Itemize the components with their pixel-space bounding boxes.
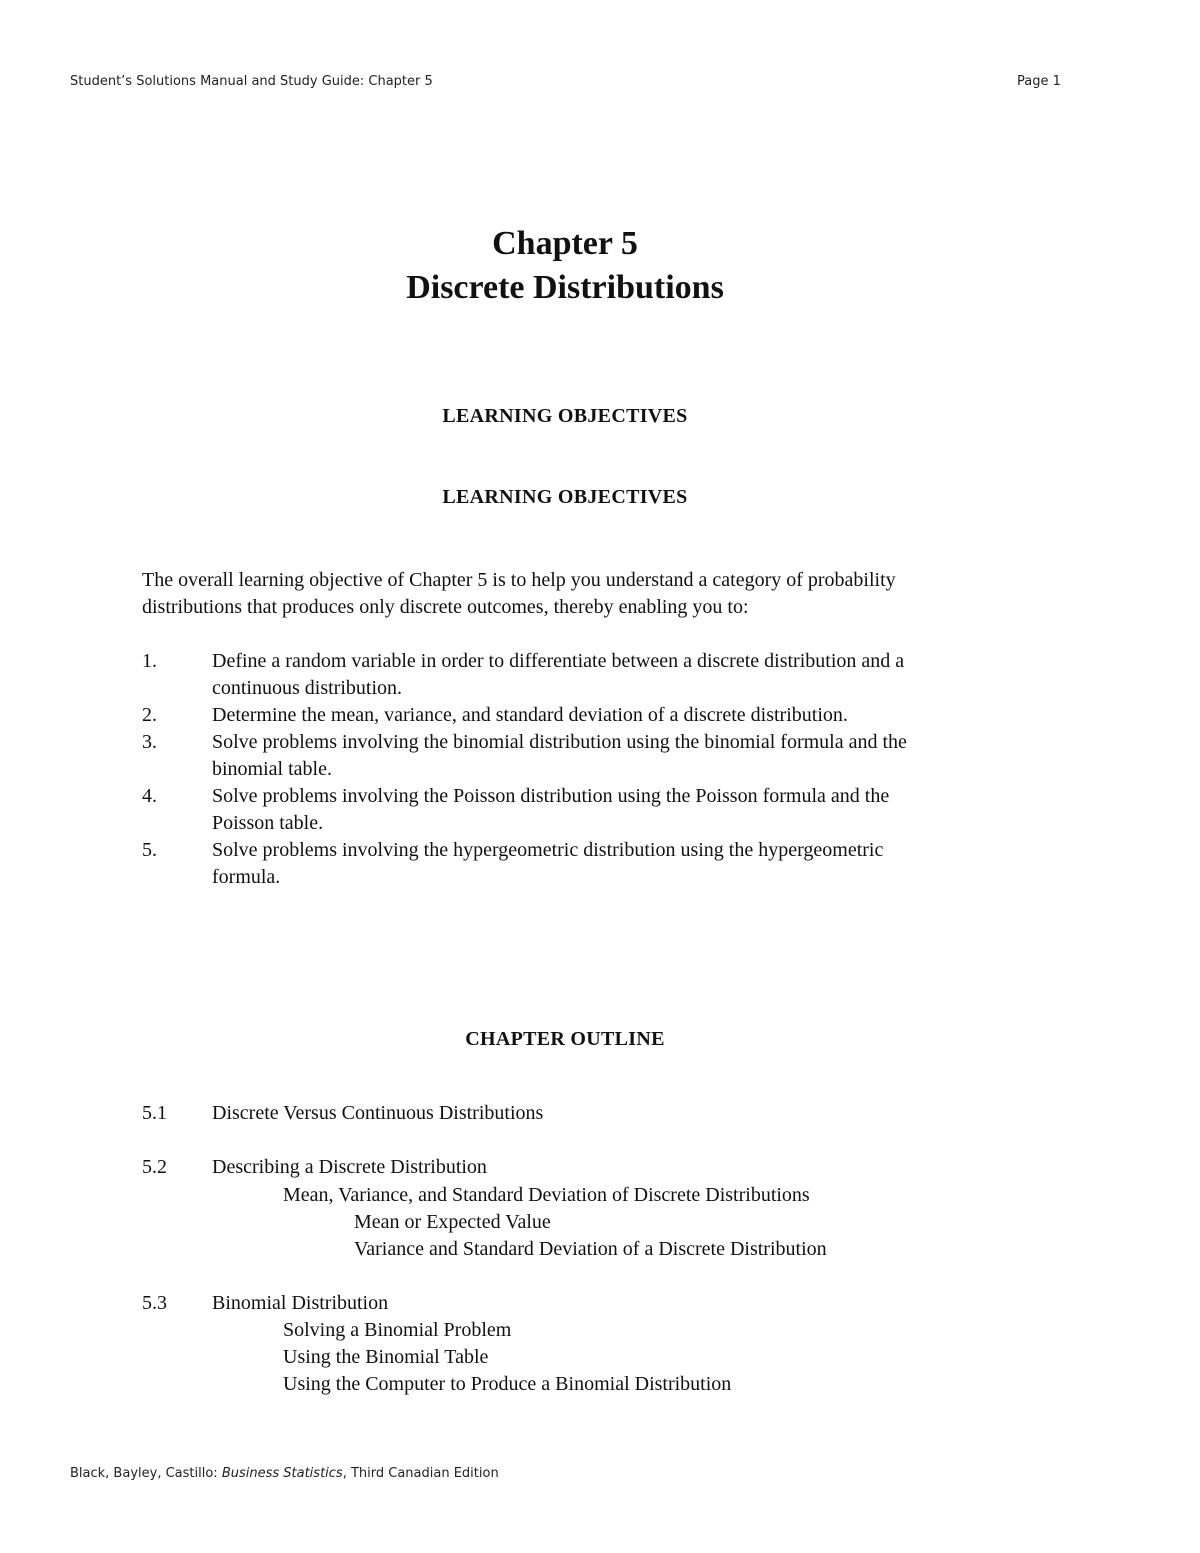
list-item-text <box>212 837 1042 891</box>
footer-book-title: Business Statistics <box>221 1466 343 1481</box>
outline-subsection: Solving a Binomial Problem <box>283 1319 512 1341</box>
list-item-line: Determine the mean, variance, and standard deviation of a discrete distribution. <box>212 704 848 726</box>
intro-line-1: The overall learning objective of Chapter 5 is to help you understand a category of probability <box>142 569 896 591</box>
footer-authors: Black, Bayley, Castillo: <box>70 1466 222 1481</box>
outline-subsection: Using the Binomial Table <box>283 1346 489 1368</box>
list-item-line: Solve problems involving the hypergeometric distribution using the hypergeometric <box>212 839 884 861</box>
intro-paragraph <box>142 567 1042 621</box>
section-title: Describing a Discrete Distribution <box>212 1156 487 1178</box>
list-item-text <box>212 648 1042 702</box>
chapter-name: Discrete Distributions <box>406 269 724 306</box>
list-item-number: 5. <box>142 839 157 861</box>
page-number: Page 1 <box>1017 74 1061 89</box>
list-item-line: Solve problems involving the binomial distribution using the binomial formula and the <box>212 731 907 753</box>
section-title: Discrete Versus Continuous Distributions <box>212 1102 544 1124</box>
list-item-line: formula. <box>212 866 281 888</box>
list-item-line: binomial table. <box>212 758 332 780</box>
outline-subsection: Using the Computer to Produce a Binomial Distribution <box>283 1373 732 1395</box>
section-number: 5.1 <box>142 1102 167 1124</box>
section-number: 5.2 <box>142 1156 167 1178</box>
list-item-number: 1. <box>142 650 157 672</box>
section-title: Binomial Distribution <box>212 1292 389 1314</box>
list-item-number: 2. <box>142 704 157 726</box>
outline-subsubsection: Mean or Expected Value <box>354 1211 551 1233</box>
list-item-text <box>212 702 1042 729</box>
list-item-number: 3. <box>142 731 157 753</box>
running-footer <box>70 1466 499 1481</box>
list-item-text <box>212 783 1042 837</box>
chapter-outline-heading: CHAPTER OUTLINE <box>465 1028 665 1050</box>
list-item-line: continuous distribution. <box>212 677 402 699</box>
section-number: 5.3 <box>142 1292 167 1314</box>
learning-objectives-heading-repeat: LEARNING OBJECTIVES <box>442 486 688 508</box>
list-item-text <box>212 729 1042 783</box>
learning-objectives-heading: LEARNING OBJECTIVES <box>442 405 688 427</box>
running-header-title: Student’s Solutions Manual and Study Guide: Chapter 5 <box>70 74 433 89</box>
list-item-line: Define a random variable in order to differentiate between a discrete distribution and a <box>212 650 905 672</box>
footer-edition: , Third Canadian Edition <box>342 1466 499 1481</box>
intro-line-2: distributions that produces only discrete outcomes, thereby enabling you to: <box>142 596 749 618</box>
outline-subsection: Mean, Variance, and Standard Deviation of Discrete Distributions <box>283 1184 810 1206</box>
list-item-number: 4. <box>142 785 157 807</box>
chapter-number: Chapter 5 <box>492 225 638 262</box>
outline-subsubsection: Variance and Standard Deviation of a Discrete Distribution <box>354 1238 827 1260</box>
list-item-line: Solve problems involving the Poisson distribution using the Poisson formula and the <box>212 785 890 807</box>
list-item-line: Poisson table. <box>212 812 324 834</box>
